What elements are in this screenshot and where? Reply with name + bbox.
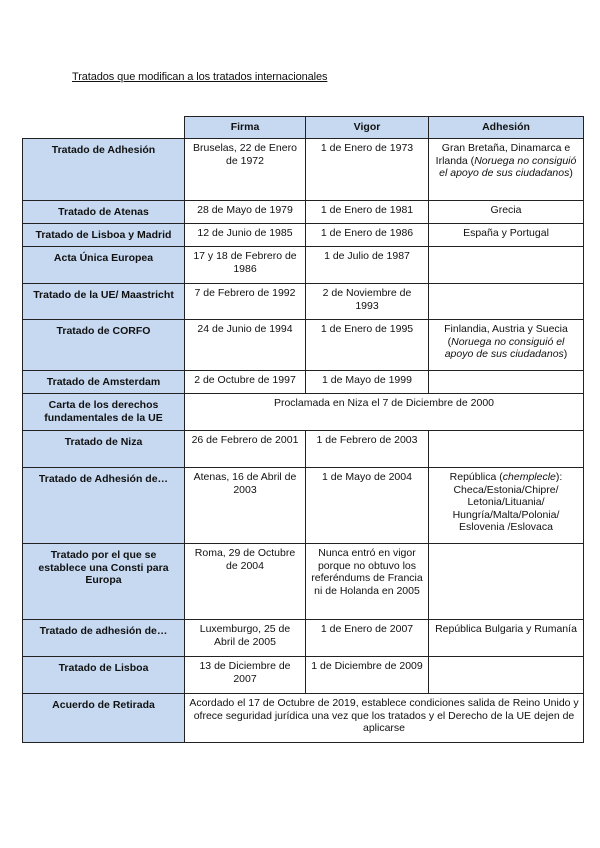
table-row	[23, 694, 584, 743]
row-name: Tratado de la UE/ Maastricht	[23, 284, 185, 320]
row-name: Tratado de Lisboa	[23, 657, 185, 694]
cell-vigor: 1 de Enero de 1973	[306, 139, 429, 201]
table-row	[23, 320, 584, 371]
cell-firma: 13 de Diciembre de 2007	[185, 657, 306, 694]
table-row	[23, 657, 584, 694]
table-row	[23, 224, 584, 247]
header-blank	[23, 117, 185, 139]
cell-vigor: 1 de Enero de 1986	[306, 224, 429, 247]
adhesion-text: Finlandia, Austria y Suecia (	[444, 323, 568, 348]
header-vigor: Vigor	[306, 117, 429, 139]
table-row	[23, 468, 584, 544]
row-name: Carta de los derechos fundamentales de la UE	[23, 394, 185, 431]
row-name: Tratado de Adhesión de…	[23, 468, 185, 544]
treaties-table	[22, 116, 584, 743]
row-name: Acuerdo de Retirada	[23, 694, 185, 743]
table-row	[23, 284, 584, 320]
cell-merged: Proclamada en Niza el 7 de Diciembre de 2000	[185, 394, 584, 431]
cell-firma: Luxemburgo, 25 de Abril de 2005	[185, 620, 306, 657]
adhesion-note: chemplecle	[502, 471, 556, 483]
row-name: Tratado de Amsterdam	[23, 371, 185, 394]
cell-firma: Roma, 29 de Octubre de 2004	[185, 544, 306, 620]
row-name: Tratado de Adhesión	[23, 139, 185, 201]
page-title: Tratados que modifican a los tratados internacionales	[72, 71, 328, 83]
cell-adhesion	[429, 320, 584, 371]
cell-vigor: Nunca entró en vigor porque no obtuvo los referéndums de Francia ni de Holanda en 2005	[306, 544, 429, 620]
cell-adhesion	[429, 657, 584, 694]
table-row	[23, 394, 584, 431]
table-row	[23, 544, 584, 620]
header-adhesion: Adhesión	[429, 117, 584, 139]
cell-vigor: 1 de Enero de 1995	[306, 320, 429, 371]
cell-vigor: 2 de Noviembre de 1993	[306, 284, 429, 320]
adhesion-note: Noruega no consiguió el apoyo de sus ciudadanos	[444, 335, 565, 361]
cell-adhesion	[429, 247, 584, 284]
cell-firma: 7 de Febrero de 1992	[185, 284, 306, 320]
table-row	[23, 139, 584, 201]
row-name: Tratado por el que se establece una Consti para Europa	[23, 544, 185, 620]
cell-vigor: 1 de Julio de 1987	[306, 247, 429, 284]
cell-firma: 28 de Mayo de 1979	[185, 201, 306, 224]
cell-firma: 26 de Febrero de 2001	[185, 431, 306, 468]
row-name: Acta Única Europea	[23, 247, 185, 284]
cell-firma: Bruselas, 22 de Enero de 1972	[185, 139, 306, 201]
cell-vigor: 1 de Mayo de 1999	[306, 371, 429, 394]
cell-adhesion	[429, 284, 584, 320]
cell-vigor: 1 de Mayo de 2004	[306, 468, 429, 544]
cell-adhesion: Grecia	[429, 201, 584, 224]
cell-firma: 24 de Junio de 1994	[185, 320, 306, 371]
cell-vigor: 1 de Febrero de 2003	[306, 431, 429, 468]
row-name: Tratado de adhesión de…	[23, 620, 185, 657]
table-row	[23, 247, 584, 284]
cell-vigor: 1 de Diciembre de 2009	[306, 657, 429, 694]
cell-adhesion	[429, 431, 584, 468]
table-row	[23, 371, 584, 394]
cell-adhesion	[429, 544, 584, 620]
header-row	[23, 117, 584, 139]
cell-merged: Acordado el 17 de Octubre de 2019, establece condiciones salida de Reino Unido y ofrece seguridad jurídica una vez que los tratados y el Derecho de la UE dejen de aplicarse	[185, 694, 584, 743]
table-row	[23, 201, 584, 224]
row-name: Tratado de Lisboa y Madrid	[23, 224, 185, 247]
cell-adhesion	[429, 139, 584, 201]
table-row	[23, 431, 584, 468]
cell-firma: 2 de Octubre de 1997	[185, 371, 306, 394]
cell-firma: 17 y 18 de Febrero de 1986	[185, 247, 306, 284]
adhesion-tail: )	[563, 348, 568, 361]
adhesion-tail: )	[569, 167, 573, 180]
adhesion-text: Gran Bretaña, Dinamarca e Irlanda (	[435, 142, 571, 167]
adhesion-note: Noruega no consiguió el apoyo de sus ciudadanos	[439, 154, 577, 180]
adhesion-text: República (	[449, 471, 503, 483]
row-name: Tratado de CORFO	[23, 320, 185, 371]
cell-adhesion	[429, 468, 584, 544]
cell-adhesion	[429, 371, 584, 394]
cell-firma: Atenas, 16 de Abril de 2003	[185, 468, 306, 544]
cell-adhesion: España y Portugal	[429, 224, 584, 247]
cell-vigor: 1 de Enero de 1981	[306, 201, 429, 224]
cell-firma: 12 de Junio de 1985	[185, 224, 306, 247]
cell-vigor: 1 de Enero de 2007	[306, 620, 429, 657]
cell-adhesion: República Bulgaria y Rumanía	[429, 620, 584, 657]
table-row	[23, 620, 584, 657]
row-name: Tratado de Atenas	[23, 201, 185, 224]
header-firma: Firma	[185, 117, 306, 139]
adhesion-tail: ): Checa/Estonia/Chipre/ Letonia/Lituania/ Hungría/Malta/Polonia/ Eslovenia /Eslovaca	[452, 471, 563, 534]
row-name: Tratado de Niza	[23, 431, 185, 468]
